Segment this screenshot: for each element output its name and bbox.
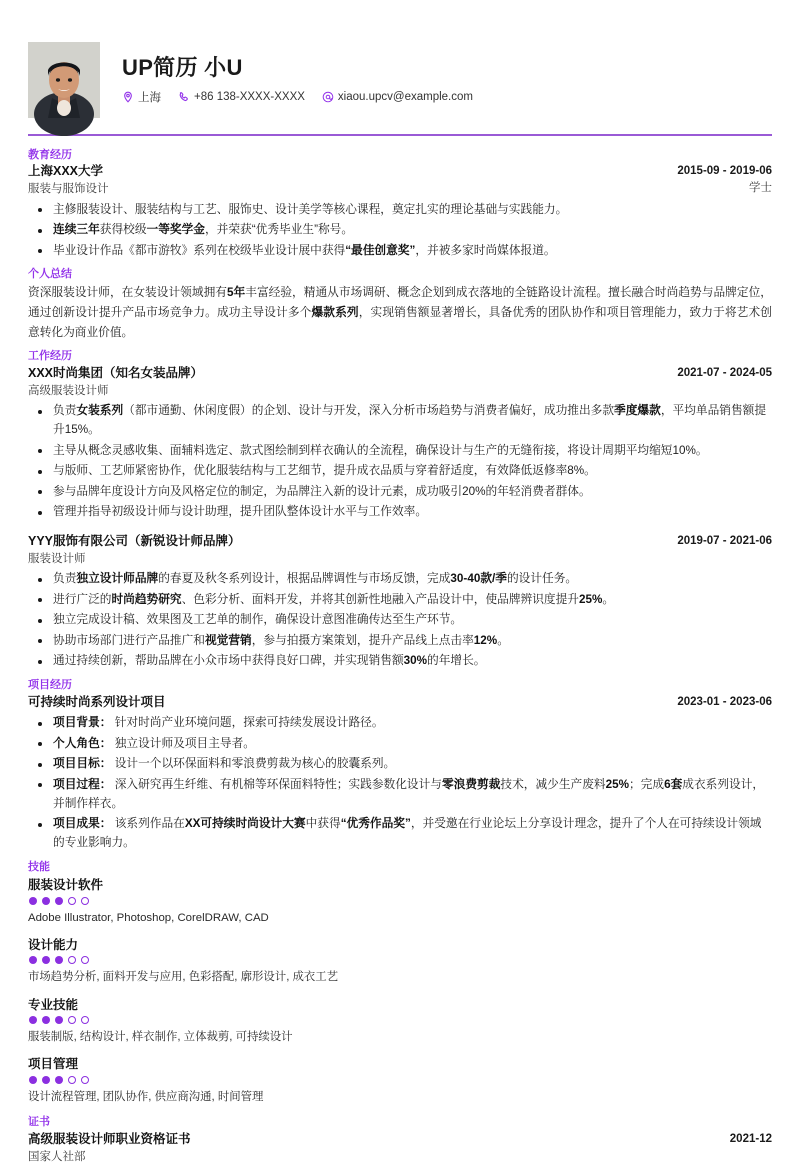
work-bullets [28,570,772,671]
section-title-summary: 个人总结 [28,268,72,281]
bullet-item: 进行广泛的时尚趋势研究、色彩分析、面料开发，并将其创新性地融入产品设计中，使品牌辨识度提升25%。 [28,591,772,610]
rating-dot [81,1076,89,1084]
skill-rating-dots [29,956,772,964]
section-projects [28,678,772,853]
section-title-skills: 技能 [28,860,50,873]
section-education [28,148,772,261]
education-degree: 学士 [749,181,772,194]
rating-dot [42,956,50,964]
bullet-item: 个人角色： 独立设计师及项目主导者。 [28,735,772,754]
certificate-date: 2021-12 [729,1133,772,1146]
contact-email-text: xiaou.upcv@example.com [337,91,473,104]
work-entry-list [28,365,772,671]
education-date: 2015-09 - 2019-06 [677,165,772,178]
rating-dot [42,1016,50,1024]
section-title-education: 教育经历 [28,148,72,161]
education-school: 上海XXX大学 [28,164,104,179]
rating-dot [29,1076,37,1084]
project-entry-list [28,694,772,853]
section-title-certificates: 证书 [28,1116,50,1129]
skill-group [28,876,772,927]
bullet-item: 主导从概念灵感收集、面辅料选定、款式图绘制到样衣确认的全流程，确保设计与生产的无缝衔接，将设计周期平均缩短10%。 [28,442,772,461]
skill-group-name: 服装设计软件 [28,877,104,892]
rating-dot [55,1076,63,1084]
work-company: YYY服饰有限公司（新锐设计师品牌） [28,534,241,549]
education-entry [28,163,772,260]
work-entry [28,533,772,671]
contact-phone [178,91,305,103]
contact-location [122,89,161,105]
skill-group [28,936,772,987]
section-skills [28,860,772,1106]
bullet-item: 协助市场部门进行产品推广和视觉营销，参与拍摄方案策划，提升产品线上点击率12%。 [28,632,772,651]
bullet-item: 独立完成设计稿、效果图及工艺单的制作，确保设计意图准确传达至生产环节。 [28,611,772,630]
work-date: 2021-07 - 2024-05 [677,367,772,380]
skill-group-items: Adobe Illustrator, Photoshop, CorelDRAW, CAD [28,911,269,924]
project-name: 可持续时尚系列设计项目 [28,694,166,709]
email-at-icon [322,91,334,103]
bullet-item: 与版师、工艺师紧密协作，优化服装结构与工艺细节，提升成衣品质与穿着舒适度，有效降低返修率8%。 [28,462,772,481]
bullet-item: 项目成果： 该系列作品在XX可持续时尚设计大赛中获得“优秀作品奖”，并受邀在行业论坛上分享设计理念，提升了个人在可持续设计领域的专业影响力。 [28,815,772,853]
bullet-item: 连续三年获得校级一等奖学金，并荣获“优秀毕业生”称号。 [28,221,772,240]
rating-dot [68,897,76,905]
work-role: 高级服装设计师 [28,384,109,397]
rating-dot [81,1016,89,1024]
work-entry [28,365,772,522]
skill-rating-dots [29,1016,772,1024]
rating-dot [29,956,37,964]
bullet-item: 负责女装系列（都市通勤、休闲度假）的企划、设计与开发，深入分析市场趋势与消费者偏好，成功推出多款季度爆款，平均单品销售额提升15%。 [28,402,772,440]
certificate-name: 高级服装设计师职业资格证书 [28,1132,191,1147]
skill-group-items: 市场趋势分析, 面料开发与应用, 色彩搭配, 廓形设计, 成衣工艺 [28,971,339,984]
bullet-item: 项目过程： 深入研究再生纤维、有机棉等环保面料特性；实践参数化设计与零浪费剪裁技术，减少生产废料25%；完成6套成衣系列设计，并制作样衣。 [28,776,772,814]
work-bullets [28,402,772,522]
contact-list [122,89,473,105]
skill-group-name: 设计能力 [28,937,79,952]
page-title: UP简历 小U [122,54,243,80]
project-bullets [28,714,772,853]
header-divider [28,134,772,136]
rating-dot [81,897,89,905]
bullet-item: 管理并指导初级设计师与设计助理，提升团队整体设计水平与工作效率。 [28,503,772,522]
rating-dot [29,897,37,905]
rating-dot [29,1016,37,1024]
education-major: 服装与服饰设计 [28,182,109,195]
skill-group-items: 设计流程管理, 团队协作, 供应商沟通, 时间管理 [28,1091,264,1104]
section-summary [28,267,772,342]
section-certificates [28,1115,772,1165]
project-date: 2023-01 - 2023-06 [677,695,772,708]
bullet-item: 项目目标： 设计一个以环保面料和零浪费剪裁为核心的胶囊系列。 [28,755,772,774]
certificate-issuer: 国家人社部 [28,1150,86,1163]
rating-dot [42,897,50,905]
section-work [28,349,772,671]
skill-group [28,996,772,1047]
project-entry [28,694,772,853]
rating-dot [55,897,63,905]
bullet-item: 通过持续创新，帮助品牌在小众市场中获得良好口碑，并实现销售额30%的年增长。 [28,652,772,671]
skill-rating-dots [29,897,772,905]
bullet-item: 主修服装设计、服装结构与工艺、服饰史、设计美学等核心课程，奠定扎实的理论基础与实践能力。 [28,201,772,220]
work-company: XXX时尚集团（知名女装品牌） [28,366,204,381]
rating-dot [55,1016,63,1024]
identity-block [122,55,473,105]
phone-icon [178,91,190,103]
work-date: 2019-07 - 2021-06 [677,535,772,548]
rating-dot [68,1016,76,1024]
rating-dot [42,1076,50,1084]
section-title-work: 工作经历 [28,350,72,363]
rating-dot [55,956,63,964]
section-title-projects: 项目经历 [28,678,72,691]
skill-rating-dots [29,1076,772,1084]
education-bullets [28,201,772,261]
skill-group-name: 专业技能 [28,997,79,1012]
resume-header [28,0,772,128]
contact-location-text: 上海 [138,92,161,105]
bullet-item: 参与品牌年度设计方向及风格定位的制定，为品牌注入新的设计元素，成功吸引20%的年轻消费者群体。 [28,483,772,502]
contact-email [322,91,473,103]
summary-text: 资深服装设计师，在女装设计领域拥有5年丰富经验，精通从市场调研、概念企划到成衣落地的全链路设计流程。擅长融合时尚趋势与品牌定位，通过创新设计提升产品市场竞争力。成功主导设计多个爆款系列，实现销售额显著增长，具备优秀的团队协作和项目管理能力，致力于将艺术创意转化为商业价值。 [28,286,772,339]
certificate-entry-list [28,1131,772,1165]
bullet-item: 毕业设计作品《都市游牧》系列在校级毕业设计展中获得“最佳创意奖”，并被多家时尚媒体报道。 [28,242,772,261]
skill-group-list [28,876,772,1106]
contact-phone-text: +86 138-XXXX-XXXX [194,91,305,104]
location-pin-icon [122,91,134,103]
certificate-entry [28,1131,772,1165]
skill-group-name: 项目管理 [28,1057,79,1072]
rating-dot [68,1076,76,1084]
skill-group [28,1055,772,1106]
bullet-item: 项目背景： 针对时尚产业环境问题，探索可持续发展设计路径。 [28,714,772,733]
rating-dot [81,956,89,964]
bullet-item: 负责独立设计师品牌的春夏及秋冬系列设计，根据品牌调性与市场反馈，完成30-40款/季的设计任务。 [28,570,772,589]
work-role: 服装设计师 [28,552,86,565]
rating-dot [68,956,76,964]
avatar [28,42,100,118]
skill-group-items: 服装制版, 结构设计, 样衣制作, 立体裁剪, 可持续设计 [28,1031,293,1044]
